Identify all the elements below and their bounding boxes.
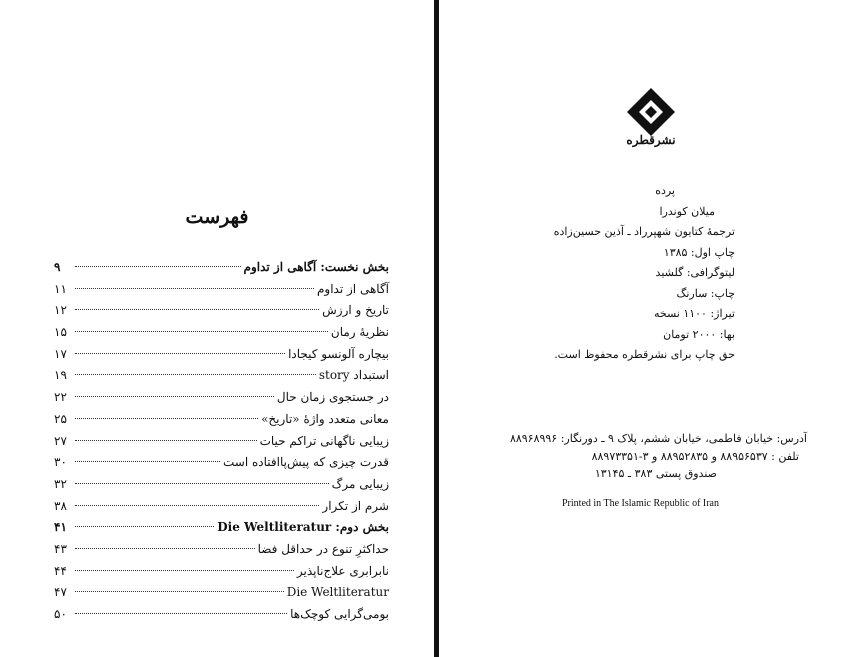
toc-entry-title: Die Weltliteratur	[286, 585, 389, 600]
toc-page-number: ۱۷	[54, 346, 67, 361]
toc-entry-title: زیبایی مرگ	[331, 476, 389, 491]
toc-entry-title: حداکثرِ تنوع در حداقل فضا	[257, 541, 389, 556]
toc-part-heading	[54, 257, 389, 279]
printed-in: Printed in The Islamic Republic of Iran	[562, 498, 719, 509]
toc-entry-title: بومی‌گرایی کوچک‌ها	[290, 607, 389, 621]
toc-dot-leader	[75, 525, 214, 527]
toc-page-number: ۴۳	[54, 541, 67, 556]
toc-page-number: ۴۴	[54, 563, 67, 578]
toc-entry-title: نابرابری علاج‌ناپذیر	[296, 563, 389, 578]
price: بها: ۲۰۰۰ تومان	[663, 327, 735, 341]
book-title: پرده	[655, 184, 675, 197]
toc-dot-leader	[75, 482, 329, 484]
toc-entry-title: معانی متعدد واژهٔ «تاریخ»	[261, 411, 389, 426]
toc-entry	[54, 539, 389, 561]
toc-entry-title: آگاهی از تداوم	[317, 281, 389, 296]
toc-dot-leader	[75, 590, 284, 592]
toc-entry-title: بیچاره آلونسو کیجادا	[288, 346, 389, 361]
toc-dot-leader	[75, 547, 255, 549]
toc-dot-leader	[75, 569, 294, 571]
toc-page-number: ۱۵	[54, 325, 67, 340]
book-spine	[434, 0, 439, 657]
author: میلان کوندرا	[659, 204, 715, 218]
toc-entry-title: شرم از تکرار	[322, 498, 389, 513]
toc-entry-title: بخش دوم: Die Weltliteratur	[217, 520, 389, 535]
toc-dot-leader	[75, 504, 319, 506]
toc-entry-title: استبداد story	[318, 368, 389, 383]
toc-dot-leader	[75, 308, 319, 310]
lithography: لیتوگرافی: گلشید	[655, 266, 735, 279]
toc-entry-title: تاریخ و ارزش	[322, 303, 389, 318]
toc-page-number: ۱۱	[54, 281, 67, 296]
toc-page-number: ۴۱	[54, 520, 67, 535]
toc-entry	[54, 344, 389, 366]
colophon	[475, 181, 735, 366]
publisher-logo-text: نشرقطره	[626, 133, 676, 147]
toc-list	[54, 257, 389, 626]
toc-entry	[54, 365, 389, 387]
toc-entry	[54, 561, 389, 583]
toc-entry	[54, 300, 389, 322]
toc-page-number: ۳۲	[54, 476, 67, 491]
toc-page-number: ۱۲	[54, 303, 67, 318]
toc-entry	[54, 604, 389, 626]
toc-page-number: ۳۰	[54, 455, 67, 470]
toc-dot-leader	[75, 439, 257, 441]
toc-dot-leader	[75, 287, 314, 289]
toc-dot-leader	[75, 352, 285, 354]
copyright: حق چاپ برای نشرقطره محفوظ است.	[554, 348, 735, 361]
toc-entry	[54, 582, 389, 604]
address-block	[477, 430, 807, 483]
toc-entry	[54, 409, 389, 431]
toc-dot-leader	[75, 373, 316, 375]
toc-part-heading	[54, 517, 389, 539]
address-line: آدرس: خیابان فاطمی، خیابان ششم، پلاک ۹ ـ دورنگار: ۸۸۹۶۸۹۹۶	[509, 432, 807, 445]
toc-dot-leader	[75, 265, 241, 267]
toc-title: فهرست	[185, 206, 249, 228]
printing: چاپ: سارنگ	[676, 286, 735, 300]
toc-page-number: ۴۷	[54, 585, 67, 600]
toc-entry-title: زیبایی ناگهانی تراکم حیات	[259, 433, 389, 448]
toc-page-number: ۲۷	[54, 433, 67, 448]
toc-page-number: ۳۸	[54, 498, 67, 513]
toc-entry	[54, 279, 389, 301]
toc-page-number: ۲۲	[54, 390, 67, 405]
toc-entry	[54, 431, 389, 453]
toc-dot-leader	[75, 612, 287, 614]
toc-page-number: ۲۵	[54, 411, 67, 426]
toc-dot-leader	[75, 417, 258, 419]
circulation: تیراژ: ۱۱۰۰ نسخه	[653, 307, 735, 320]
toc-page-number: ۱۹	[54, 368, 67, 383]
translators: ترجمهٔ کتایون شهپرراد ـ آذین حسین‌زاده	[553, 225, 735, 238]
toc-entry	[54, 474, 389, 496]
toc-page-number: ۵۰	[54, 607, 67, 621]
phone-line: تلفن : ۸۸۹۵۶۵۳۷ و ۸۸۹۵۲۸۳۵ و ۳-۸۸۹۷۳۳۵۱	[591, 449, 799, 463]
toc-entry-title: در جستجوی زمان حال	[276, 390, 389, 405]
po-box-line: صندوق پستی ۳۸۳ ـ ۱۳۱۴۵	[594, 467, 717, 480]
right-page-colophon	[440, 0, 863, 657]
toc-dot-leader	[75, 460, 220, 462]
toc-entry	[54, 387, 389, 409]
edition: چاپ اول: ۱۳۸۵	[663, 245, 735, 259]
toc-entry	[54, 496, 389, 518]
toc-dot-leader	[75, 395, 274, 397]
toc-entry-title: بخش نخست: آگاهی از تداوم	[243, 260, 389, 274]
toc-entry-title: نظریهٔ رمان	[330, 325, 389, 340]
toc-entry	[54, 452, 389, 474]
toc-entry	[54, 322, 389, 344]
toc-dot-leader	[75, 330, 328, 332]
toc-page-number: ۹	[54, 260, 61, 274]
toc-entry-title: قدرت چیزی که پیش‌پاافتاده است	[223, 455, 389, 470]
